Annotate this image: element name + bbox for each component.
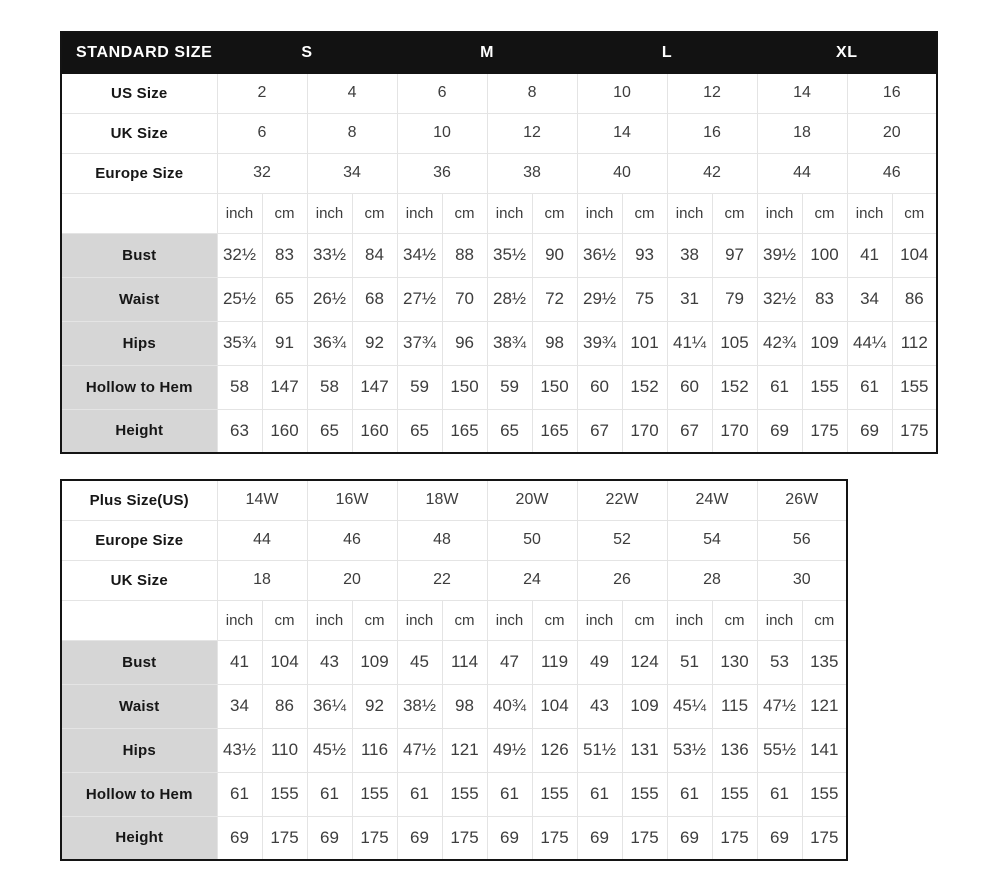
unit-header-row bbox=[61, 193, 937, 233]
measurement-cell: 38¾ bbox=[487, 321, 532, 365]
measurement-cell: 109 bbox=[352, 640, 397, 684]
measurement-cell: 58 bbox=[217, 365, 262, 409]
unit-cm-label: cm bbox=[262, 600, 307, 640]
size-value-cell: 14 bbox=[577, 113, 667, 153]
measurement-cell: 155 bbox=[442, 772, 487, 816]
size-row bbox=[61, 153, 937, 193]
row-label: Hips bbox=[61, 728, 217, 772]
measurement-cell: 165 bbox=[442, 409, 487, 453]
measurement-cell: 39¾ bbox=[577, 321, 622, 365]
measurement-cell: 136 bbox=[712, 728, 757, 772]
measurement-cell: 36¼ bbox=[307, 684, 352, 728]
table-title: STANDARD SIZE bbox=[61, 32, 217, 73]
measurement-cell: 51½ bbox=[577, 728, 622, 772]
measurement-cell: 110 bbox=[262, 728, 307, 772]
measurement-cell: 53 bbox=[757, 640, 802, 684]
measurement-cell: 96 bbox=[442, 321, 487, 365]
measurement-cell: 58 bbox=[307, 365, 352, 409]
size-row bbox=[61, 113, 937, 153]
measurement-cell: 69 bbox=[217, 816, 262, 860]
measurement-cell: 34½ bbox=[397, 233, 442, 277]
measurement-cell: 147 bbox=[352, 365, 397, 409]
unit-inch-label: inch bbox=[397, 193, 442, 233]
measurement-cell: 45 bbox=[397, 640, 442, 684]
unit-inch-label: inch bbox=[847, 193, 892, 233]
measurement-cell: 25½ bbox=[217, 277, 262, 321]
measurement-cell: 160 bbox=[352, 409, 397, 453]
row-label: Europe Size bbox=[61, 153, 217, 193]
measurement-cell: 130 bbox=[712, 640, 757, 684]
measurement-cell: 152 bbox=[712, 365, 757, 409]
unit-inch-label: inch bbox=[307, 600, 352, 640]
measurement-cell: 83 bbox=[262, 233, 307, 277]
size-value-cell: 14W bbox=[217, 480, 307, 520]
unit-cm-label: cm bbox=[712, 600, 757, 640]
unit-cm-label: cm bbox=[352, 193, 397, 233]
size-value-cell: 42 bbox=[667, 153, 757, 193]
measurement-cell: 98 bbox=[532, 321, 577, 365]
measurement-cell: 93 bbox=[622, 233, 667, 277]
size-value-cell: 6 bbox=[217, 113, 307, 153]
measurement-cell: 69 bbox=[307, 816, 352, 860]
measurement-cell: 116 bbox=[352, 728, 397, 772]
measurement-cell: 170 bbox=[622, 409, 667, 453]
measurement-cell: 104 bbox=[892, 233, 937, 277]
measurement-cell: 141 bbox=[802, 728, 847, 772]
size-value-cell: 44 bbox=[217, 520, 307, 560]
measurement-cell: 69 bbox=[487, 816, 532, 860]
size-value-cell: 10 bbox=[577, 73, 667, 113]
row-label: Height bbox=[61, 816, 217, 860]
size-value-cell: 32 bbox=[217, 153, 307, 193]
measurement-cell: 43½ bbox=[217, 728, 262, 772]
measurement-cell: 175 bbox=[892, 409, 937, 453]
size-value-cell: 46 bbox=[307, 520, 397, 560]
size-group-m: M bbox=[397, 32, 577, 73]
unit-inch-label: inch bbox=[667, 193, 712, 233]
measurement-row bbox=[61, 640, 847, 684]
measurement-cell: 47½ bbox=[397, 728, 442, 772]
measurement-cell: 53½ bbox=[667, 728, 712, 772]
size-value-cell: 30 bbox=[757, 560, 847, 600]
size-value-cell: 26W bbox=[757, 480, 847, 520]
measurement-cell: 86 bbox=[262, 684, 307, 728]
measurement-cell: 100 bbox=[802, 233, 847, 277]
measurement-cell: 60 bbox=[667, 365, 712, 409]
measurement-cell: 43 bbox=[307, 640, 352, 684]
unit-row-spacer bbox=[61, 193, 217, 233]
size-value-cell: 22 bbox=[397, 560, 487, 600]
measurement-cell: 28½ bbox=[487, 277, 532, 321]
size-group-s: S bbox=[217, 32, 397, 73]
measurement-cell: 39½ bbox=[757, 233, 802, 277]
size-value-cell: 16 bbox=[847, 73, 937, 113]
measurement-row bbox=[61, 772, 847, 816]
row-label: Bust bbox=[61, 640, 217, 684]
size-value-cell: 2 bbox=[217, 73, 307, 113]
measurement-cell: 47½ bbox=[757, 684, 802, 728]
unit-header-row bbox=[61, 600, 847, 640]
unit-cm-label: cm bbox=[532, 600, 577, 640]
measurement-row bbox=[61, 277, 937, 321]
measurement-cell: 175 bbox=[442, 816, 487, 860]
measurement-cell: 165 bbox=[532, 409, 577, 453]
measurement-cell: 75 bbox=[622, 277, 667, 321]
size-value-cell: 18 bbox=[217, 560, 307, 600]
measurement-cell: 155 bbox=[712, 772, 757, 816]
measurement-cell: 38½ bbox=[397, 684, 442, 728]
measurement-cell: 37¾ bbox=[397, 321, 442, 365]
measurement-cell: 41 bbox=[847, 233, 892, 277]
measurement-cell: 175 bbox=[352, 816, 397, 860]
measurement-cell: 97 bbox=[712, 233, 757, 277]
measurement-cell: 33½ bbox=[307, 233, 352, 277]
measurement-cell: 45¼ bbox=[667, 684, 712, 728]
measurement-cell: 98 bbox=[442, 684, 487, 728]
measurement-cell: 36½ bbox=[577, 233, 622, 277]
measurement-cell: 135 bbox=[802, 640, 847, 684]
row-label: Plus Size(US) bbox=[61, 480, 217, 520]
unit-inch-label: inch bbox=[577, 600, 622, 640]
measurement-cell: 42¾ bbox=[757, 321, 802, 365]
unit-inch-label: inch bbox=[577, 193, 622, 233]
measurement-cell: 90 bbox=[532, 233, 577, 277]
unit-cm-label: cm bbox=[442, 600, 487, 640]
measurement-cell: 152 bbox=[622, 365, 667, 409]
measurement-cell: 155 bbox=[892, 365, 937, 409]
measurement-row bbox=[61, 684, 847, 728]
measurement-cell: 112 bbox=[892, 321, 937, 365]
measurement-cell: 49½ bbox=[487, 728, 532, 772]
size-value-cell: 18 bbox=[757, 113, 847, 153]
measurement-cell: 49 bbox=[577, 640, 622, 684]
size-value-cell: 54 bbox=[667, 520, 757, 560]
measurement-cell: 61 bbox=[667, 772, 712, 816]
measurement-cell: 121 bbox=[802, 684, 847, 728]
measurement-cell: 61 bbox=[577, 772, 622, 816]
measurement-cell: 83 bbox=[802, 277, 847, 321]
size-value-cell: 6 bbox=[397, 73, 487, 113]
measurement-cell: 61 bbox=[847, 365, 892, 409]
measurement-cell: 47 bbox=[487, 640, 532, 684]
measurement-cell: 36¾ bbox=[307, 321, 352, 365]
measurement-cell: 155 bbox=[802, 365, 847, 409]
measurement-cell: 175 bbox=[622, 816, 667, 860]
row-label: US Size bbox=[61, 73, 217, 113]
measurement-cell: 150 bbox=[442, 365, 487, 409]
measurement-cell: 70 bbox=[442, 277, 487, 321]
measurement-cell: 65 bbox=[262, 277, 307, 321]
measurement-cell: 79 bbox=[712, 277, 757, 321]
measurement-cell: 31 bbox=[667, 277, 712, 321]
measurement-row bbox=[61, 816, 847, 860]
size-value-cell: 8 bbox=[307, 113, 397, 153]
size-value-cell: 18W bbox=[397, 480, 487, 520]
row-label: Hollow to Hem bbox=[61, 365, 217, 409]
measurement-cell: 67 bbox=[577, 409, 622, 453]
measurement-cell: 88 bbox=[442, 233, 487, 277]
measurement-cell: 86 bbox=[892, 277, 937, 321]
measurement-cell: 126 bbox=[532, 728, 577, 772]
size-value-cell: 56 bbox=[757, 520, 847, 560]
measurement-cell: 115 bbox=[712, 684, 757, 728]
measurement-cell: 35½ bbox=[487, 233, 532, 277]
unit-cm-label: cm bbox=[712, 193, 757, 233]
measurement-cell: 35¾ bbox=[217, 321, 262, 365]
measurement-cell: 155 bbox=[802, 772, 847, 816]
measurement-cell: 175 bbox=[712, 816, 757, 860]
row-label: Hollow to Hem bbox=[61, 772, 217, 816]
measurement-cell: 67 bbox=[667, 409, 712, 453]
measurement-cell: 155 bbox=[262, 772, 307, 816]
measurement-cell: 29½ bbox=[577, 277, 622, 321]
measurement-cell: 175 bbox=[532, 816, 577, 860]
measurement-cell: 69 bbox=[757, 816, 802, 860]
measurement-cell: 160 bbox=[262, 409, 307, 453]
measurement-cell: 104 bbox=[262, 640, 307, 684]
measurement-cell: 61 bbox=[757, 365, 802, 409]
measurement-cell: 59 bbox=[397, 365, 442, 409]
measurement-cell: 68 bbox=[352, 277, 397, 321]
measurement-cell: 69 bbox=[667, 816, 712, 860]
measurement-row bbox=[61, 409, 937, 453]
row-label: Bust bbox=[61, 233, 217, 277]
unit-cm-label: cm bbox=[802, 600, 847, 640]
size-value-cell: 44 bbox=[757, 153, 847, 193]
size-value-cell: 46 bbox=[847, 153, 937, 193]
size-value-cell: 22W bbox=[577, 480, 667, 520]
measurement-cell: 105 bbox=[712, 321, 757, 365]
measurement-cell: 45½ bbox=[307, 728, 352, 772]
unit-cm-label: cm bbox=[352, 600, 397, 640]
measurement-cell: 55½ bbox=[757, 728, 802, 772]
size-value-cell: 50 bbox=[487, 520, 577, 560]
size-value-cell: 20 bbox=[307, 560, 397, 600]
size-value-cell: 34 bbox=[307, 153, 397, 193]
size-value-cell: 12 bbox=[667, 73, 757, 113]
group-header-row bbox=[61, 32, 937, 73]
measurement-cell: 170 bbox=[712, 409, 757, 453]
measurement-cell: 69 bbox=[397, 816, 442, 860]
measurement-cell: 92 bbox=[352, 684, 397, 728]
row-label: Height bbox=[61, 409, 217, 453]
measurement-cell: 59 bbox=[487, 365, 532, 409]
measurement-cell: 34 bbox=[217, 684, 262, 728]
measurement-cell: 63 bbox=[217, 409, 262, 453]
measurement-cell: 51 bbox=[667, 640, 712, 684]
measurement-cell: 150 bbox=[532, 365, 577, 409]
measurement-row bbox=[61, 365, 937, 409]
measurement-cell: 104 bbox=[532, 684, 577, 728]
measurement-cell: 61 bbox=[487, 772, 532, 816]
measurement-cell: 109 bbox=[622, 684, 667, 728]
measurement-cell: 61 bbox=[397, 772, 442, 816]
measurement-cell: 91 bbox=[262, 321, 307, 365]
size-row bbox=[61, 480, 847, 520]
row-label: UK Size bbox=[61, 113, 217, 153]
measurement-cell: 43 bbox=[577, 684, 622, 728]
measurement-cell: 65 bbox=[487, 409, 532, 453]
measurement-cell: 69 bbox=[577, 816, 622, 860]
unit-inch-label: inch bbox=[487, 193, 532, 233]
unit-inch-label: inch bbox=[757, 600, 802, 640]
measurement-cell: 175 bbox=[802, 816, 847, 860]
measurement-cell: 44¼ bbox=[847, 321, 892, 365]
size-value-cell: 16W bbox=[307, 480, 397, 520]
measurement-cell: 92 bbox=[352, 321, 397, 365]
size-value-cell: 36 bbox=[397, 153, 487, 193]
size-value-cell: 24W bbox=[667, 480, 757, 520]
measurement-cell: 114 bbox=[442, 640, 487, 684]
measurement-cell: 131 bbox=[622, 728, 667, 772]
row-label: UK Size bbox=[61, 560, 217, 600]
size-value-cell: 20 bbox=[847, 113, 937, 153]
size-group-xl: XL bbox=[757, 32, 937, 73]
measurement-cell: 41¼ bbox=[667, 321, 712, 365]
standard-size-table bbox=[60, 31, 938, 454]
size-row bbox=[61, 73, 937, 113]
measurement-cell: 124 bbox=[622, 640, 667, 684]
unit-inch-label: inch bbox=[487, 600, 532, 640]
unit-cm-label: cm bbox=[892, 193, 937, 233]
size-row bbox=[61, 520, 847, 560]
size-value-cell: 26 bbox=[577, 560, 667, 600]
measurement-row bbox=[61, 728, 847, 772]
measurement-cell: 41 bbox=[217, 640, 262, 684]
measurement-cell: 26½ bbox=[307, 277, 352, 321]
measurement-cell: 72 bbox=[532, 277, 577, 321]
unit-inch-label: inch bbox=[307, 193, 352, 233]
measurement-cell: 38 bbox=[667, 233, 712, 277]
size-value-cell: 4 bbox=[307, 73, 397, 113]
row-label: Europe Size bbox=[61, 520, 217, 560]
measurement-cell: 32½ bbox=[757, 277, 802, 321]
size-value-cell: 10 bbox=[397, 113, 487, 153]
size-value-cell: 8 bbox=[487, 73, 577, 113]
measurement-cell: 101 bbox=[622, 321, 667, 365]
measurement-cell: 27½ bbox=[397, 277, 442, 321]
unit-cm-label: cm bbox=[262, 193, 307, 233]
row-label: Waist bbox=[61, 684, 217, 728]
measurement-row bbox=[61, 321, 937, 365]
measurement-cell: 147 bbox=[262, 365, 307, 409]
measurement-cell: 40¾ bbox=[487, 684, 532, 728]
size-value-cell: 48 bbox=[397, 520, 487, 560]
measurement-cell: 155 bbox=[352, 772, 397, 816]
measurement-cell: 119 bbox=[532, 640, 577, 684]
measurement-cell: 175 bbox=[802, 409, 847, 453]
unit-inch-label: inch bbox=[217, 193, 262, 233]
size-row bbox=[61, 560, 847, 600]
row-label: Waist bbox=[61, 277, 217, 321]
unit-cm-label: cm bbox=[622, 600, 667, 640]
unit-cm-label: cm bbox=[442, 193, 487, 233]
unit-row-spacer bbox=[61, 600, 217, 640]
unit-inch-label: inch bbox=[217, 600, 262, 640]
measurement-cell: 61 bbox=[217, 772, 262, 816]
measurement-cell: 69 bbox=[757, 409, 802, 453]
unit-inch-label: inch bbox=[667, 600, 712, 640]
measurement-cell: 65 bbox=[397, 409, 442, 453]
size-value-cell: 14 bbox=[757, 73, 847, 113]
measurement-cell: 60 bbox=[577, 365, 622, 409]
measurement-cell: 32½ bbox=[217, 233, 262, 277]
size-group-l: L bbox=[577, 32, 757, 73]
size-value-cell: 28 bbox=[667, 560, 757, 600]
size-value-cell: 24 bbox=[487, 560, 577, 600]
measurement-cell: 61 bbox=[307, 772, 352, 816]
size-value-cell: 12 bbox=[487, 113, 577, 153]
row-label: Hips bbox=[61, 321, 217, 365]
unit-inch-label: inch bbox=[757, 193, 802, 233]
measurement-row bbox=[61, 233, 937, 277]
measurement-cell: 121 bbox=[442, 728, 487, 772]
unit-inch-label: inch bbox=[397, 600, 442, 640]
size-value-cell: 20W bbox=[487, 480, 577, 520]
size-value-cell: 40 bbox=[577, 153, 667, 193]
measurement-cell: 175 bbox=[262, 816, 307, 860]
size-value-cell: 52 bbox=[577, 520, 667, 560]
measurement-cell: 61 bbox=[757, 772, 802, 816]
unit-cm-label: cm bbox=[532, 193, 577, 233]
size-value-cell: 16 bbox=[667, 113, 757, 153]
plus-size-table bbox=[60, 479, 848, 861]
measurement-cell: 155 bbox=[532, 772, 577, 816]
unit-cm-label: cm bbox=[622, 193, 667, 233]
unit-cm-label: cm bbox=[802, 193, 847, 233]
measurement-cell: 109 bbox=[802, 321, 847, 365]
measurement-cell: 69 bbox=[847, 409, 892, 453]
size-value-cell: 38 bbox=[487, 153, 577, 193]
measurement-cell: 34 bbox=[847, 277, 892, 321]
measurement-cell: 84 bbox=[352, 233, 397, 277]
measurement-cell: 155 bbox=[622, 772, 667, 816]
measurement-cell: 65 bbox=[307, 409, 352, 453]
